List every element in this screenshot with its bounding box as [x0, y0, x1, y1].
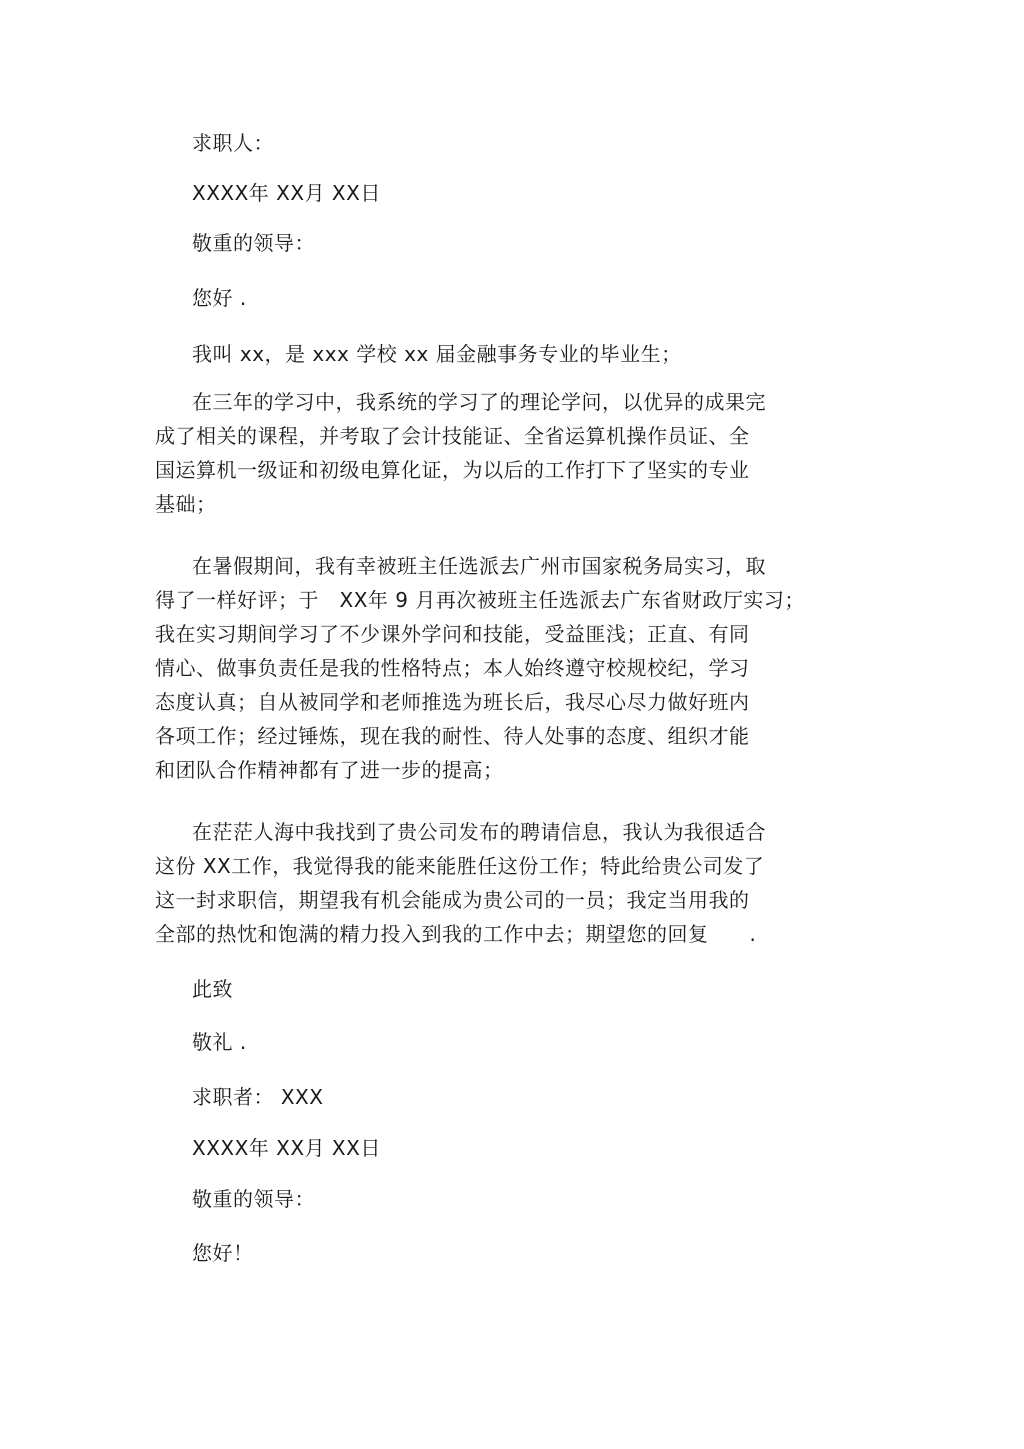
closing-regards: 敬礼 . [192, 1030, 247, 1054]
salutation: 敬重的领导： [192, 231, 315, 255]
signature-date: XXXX年 XX月 XX日 [192, 1136, 381, 1160]
paragraph-internship [155, 549, 875, 787]
greeting: 您好 . [192, 286, 247, 310]
paragraph-line: 各项工作；经过锤炼，现在我的耐性、待人处事的态度、组织才能 [155, 724, 750, 748]
paragraph-line: 成了相关的课程，并考取了会计技能证、全省运算机操作员证、全 [155, 424, 750, 448]
paragraph-line: 在三年的学习中，我系统的学习了的理论学问，以优异的成果完 [192, 390, 766, 414]
paragraph-line: 全部的热忱和饱满的精力投入到我的工作中去；期望您的回复 . [155, 922, 757, 946]
signature: 求职者： XXX [192, 1085, 324, 1109]
paragraph-line: 这份 XX工作，我觉得我的能来能胜任这份工作；特此给贵公司发了 [155, 854, 765, 878]
applicant-label: 求职人： [192, 131, 274, 155]
closing-line: 此致 [192, 977, 233, 1001]
intro-sentence: 我叫 xx，是 xxx 学校 xx 届金融事务专业的毕业生； [192, 342, 682, 366]
second-greeting: 您好！ [192, 1241, 254, 1265]
letter-date: XXXX年 XX月 XX日 [192, 181, 381, 205]
paragraph-line: 态度认真；自从被同学和老师推选为班长后，我尽心尽力做好班内 [155, 690, 750, 714]
paragraph-line: 国运算机一级证和初级电算化证，为以后的工作打下了坚实的专业 [155, 458, 750, 482]
paragraph-line: 情心、做事负责任是我的性格特点；本人始终遵守校规校纪，学习 [155, 656, 750, 680]
second-salutation: 敬重的领导： [192, 1187, 315, 1211]
paragraph-line: 基础； [155, 492, 217, 516]
paragraph-line: 和团队合作精神都有了进一步的提高； [155, 758, 504, 782]
paragraph-studies [155, 385, 875, 521]
paragraph-line: 这一封求职信，期望我有机会能成为贵公司的一员；我定当用我的 [155, 888, 750, 912]
paragraph-line: 在茫茫人海中我找到了贵公司发布的聘请信息，我认为我很适合 [192, 820, 766, 844]
paragraph-line: 在暑假期间，我有幸被班主任选派去广州市国家税务局实习，取 [192, 554, 766, 578]
paragraph-application [155, 815, 875, 951]
paragraph-line: 我在实习期间学习了不少课外学问和技能，受益匪浅；正直、有同 [155, 622, 750, 646]
paragraph-line: 得了一样好评；于 XX年 9 月再次被班主任选派去广东省财政厅实习； [155, 588, 805, 612]
